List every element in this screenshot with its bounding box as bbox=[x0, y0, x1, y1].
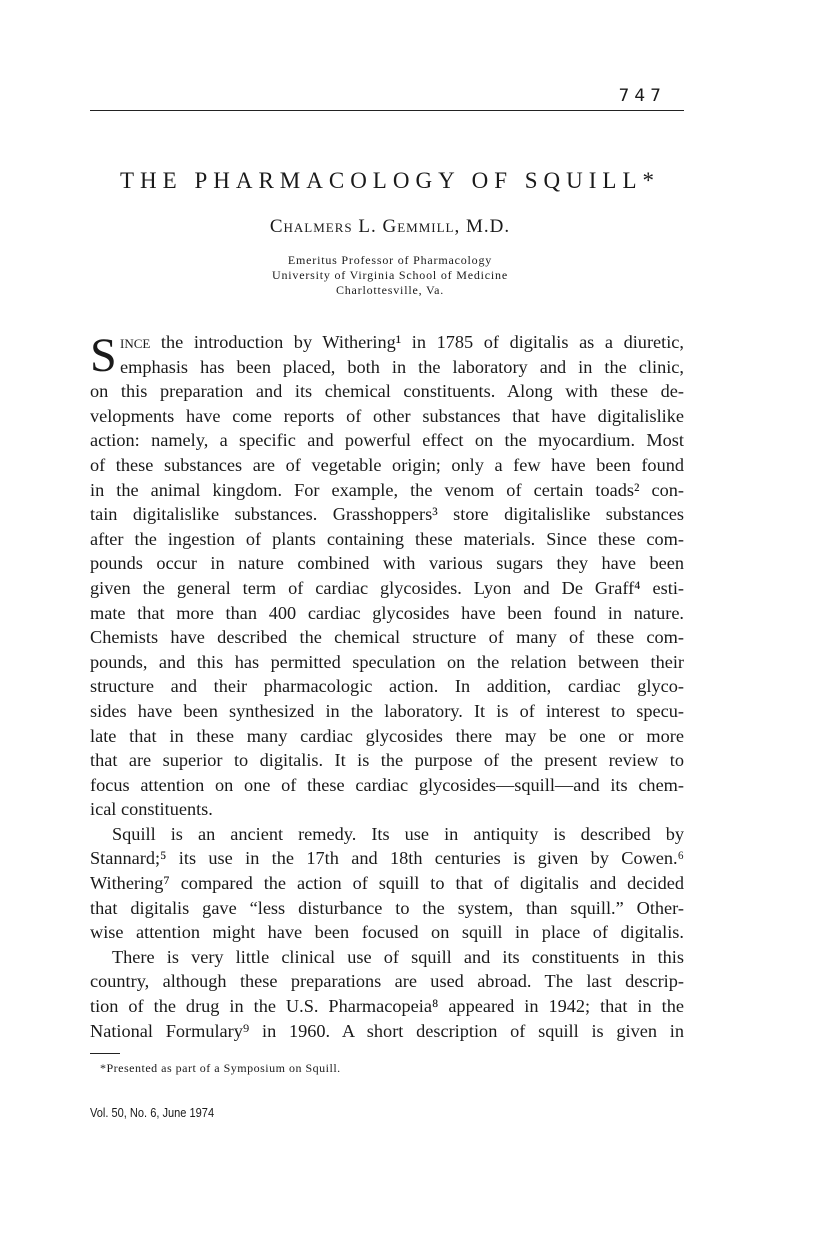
text-line: Withering⁷ compared the action of squill to that of digitalis and decided bbox=[90, 873, 684, 894]
text-line: Squill is an ancient remedy. Its use in antiquity is described by bbox=[112, 823, 684, 844]
footnote: *Presented as part of a Symposium on Squill. bbox=[100, 1061, 341, 1075]
header-rule bbox=[90, 110, 684, 111]
affiliation-line: University of Virginia School of Medicine bbox=[272, 268, 508, 282]
author-name: Chalmers L. Gemmill, M.D. bbox=[269, 216, 511, 237]
text-line: There is very little clinical use of squill and its constituents in this bbox=[112, 946, 684, 967]
text-line: structure and their pharmacologic action. In addition, cardiac glyco- bbox=[90, 676, 684, 697]
first-word-rest: ince bbox=[120, 332, 151, 352]
text-line: that are superior to digitalis. It is the purpose of the present review to bbox=[90, 750, 684, 771]
text-line: sides have been synthesized in the laboratory. It is of interest to specu- bbox=[90, 700, 684, 721]
text-line: after the ingestion of plants containing these materials. Since these com- bbox=[90, 528, 684, 549]
text-line: action: namely, a specific and powerful effect on the myocardium. Most bbox=[90, 430, 684, 451]
text-line: late that in these many cardiac glycosides there may be one or more bbox=[90, 725, 684, 746]
text-line: National Formulary⁹ in 1960. A short description of squill is given in bbox=[90, 1020, 684, 1041]
text-line: on this preparation and its chemical constituents. Along with these de- bbox=[90, 381, 684, 402]
text-line: Stannard;⁵ its use in the 17th and 18th centuries is given by Cowen.⁶ bbox=[90, 848, 684, 869]
article-body bbox=[90, 330, 684, 1043]
text-line: wise attention might have been focused on squill in place of digitalis. bbox=[90, 922, 684, 943]
text-line bbox=[90, 330, 684, 355]
drop-cap: S bbox=[90, 329, 117, 382]
text-line: of these substances are of vegetable origin; only a few have been found bbox=[90, 454, 684, 475]
text-line-content: the introduction by Withering¹ in 1785 of digitalis as a diuretic, bbox=[150, 332, 684, 352]
text-line: pounds, and this has permitted speculation on the relation between their bbox=[90, 651, 684, 672]
text-line: velopments have come reports of other substances that have digitalislike bbox=[90, 405, 684, 426]
page-number: 747 bbox=[618, 86, 666, 106]
text-line: focus attention on one of these cardiac glycosides—squill—and its chem- bbox=[90, 774, 684, 795]
footnote-rule bbox=[90, 1053, 120, 1054]
journal-citation: Vol. 50, No. 6, June 1974 bbox=[90, 1105, 215, 1120]
affiliation-line: Charlottesville, Va. bbox=[335, 283, 445, 297]
text-line: country, although these preparations are used abroad. The last descrip- bbox=[90, 971, 684, 992]
text-line: emphasis has been placed, both in the laboratory and in the clinic, bbox=[120, 356, 684, 377]
text-line: mate that more than 400 cardiac glycosides have been found in nature. bbox=[90, 602, 684, 623]
text-line: that digitalis gave “less disturbance to the system, than squill.” Other- bbox=[90, 897, 684, 918]
article-title: THE PHARMACOLOGY OF SQUILL* bbox=[119, 168, 661, 193]
text-line: ical constituents. bbox=[90, 799, 213, 820]
text-line: Chemists have described the chemical structure of many of these com- bbox=[90, 627, 684, 648]
text-line: given the general term of cardiac glycosides. Lyon and De Graff⁴ esti- bbox=[90, 577, 684, 598]
text-line: tion of the drug in the U.S. Pharmacopeia⁸ appeared in 1942; that in the bbox=[90, 996, 684, 1017]
text-line: pounds occur in nature combined with various sugars they have been bbox=[90, 553, 684, 574]
text-line: tain digitalislike substances. Grasshoppers³ store digitalislike substances bbox=[90, 504, 684, 525]
text-line: in the animal kingdom. For example, the venom of certain toads² con- bbox=[90, 479, 684, 500]
affiliation-line: Emeritus Professor of Pharmacology bbox=[287, 253, 493, 267]
